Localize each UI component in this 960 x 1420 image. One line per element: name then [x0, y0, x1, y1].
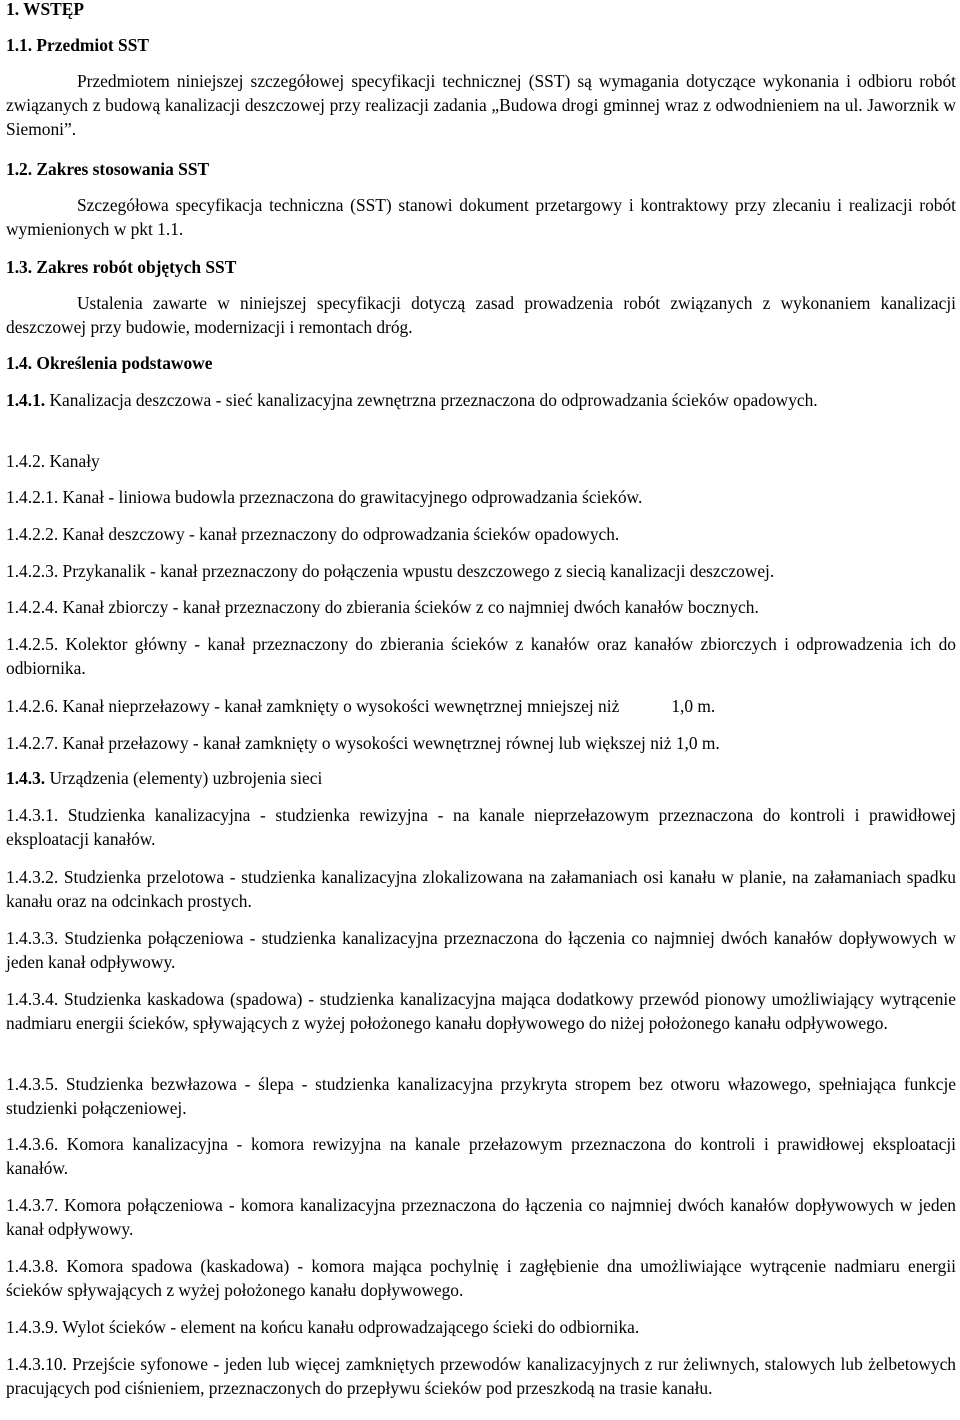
definition-number: 1.4.2.5. [6, 634, 59, 654]
heading-1-4: 1.4. Określenia podstawowe [6, 353, 213, 373]
definition-text: Przykanalik - kanał przeznaczony do połączenia wpustu deszczowego z siecią kanalizacji deszczowej. [62, 561, 775, 581]
definition-text: Studzienka przelotowa - studzienka kanalizacyjna zlokalizowana na załamaniach osi kanału w planie, na załamaniach spadku kanału oraz na odcinkach prostych. [6, 867, 956, 911]
heading-1-2: 1.2. Zakres stosowania SST [6, 159, 210, 179]
definition-1-4-2-3 [6, 559, 956, 583]
definition-number: 1.4.3.4. [6, 989, 59, 1009]
definition-1-4-3-3 [6, 926, 956, 974]
definition-text: Przejście syfonowe - jeden lub więcej zamkniętych przewodów kanalizacyjnych z rur żeliwnych, stalowych lub żelbetowych pracujących pod ciśnieniem, przeznaczonych do przepływu ścieków pod przeszkodą na trasie kanału. [6, 1354, 956, 1398]
definition-number: 1.4.2.2. [6, 524, 59, 544]
definition-number: 1.4.2.4. [6, 597, 59, 617]
definition-value: 1,0 m. [671, 696, 716, 716]
definition-1-4-3-10 [6, 1352, 956, 1400]
definition-1-4-3-4 [6, 987, 956, 1035]
definition-number: 1.4.2.6. [6, 696, 59, 716]
paragraph-1-3: Ustalenia zawarte w niniejszej specyfikacji dotyczą zasad prowadzenia robót związanych z wykonaniem kanalizacji deszczowej przy budowie, modernizacji i remontach dróg. [6, 293, 956, 337]
definition-text: Studzienka kaskadowa (spadowa) - studzienka kanalizacyjna mająca dodatkowy przewód pionowy umożliwiający wytrącenie nadmiaru energii ścieków, spływających z wyżej położonego kanału dopływowego do niżej położonego kanału odpływowego. [6, 989, 956, 1033]
definition-text: Studzienka bezwłazowa - ślepa - studzienka kanalizacyjna przykryta stropem bez otworu włazowego, spełniająca funkcje studzienki połączeniowej. [6, 1074, 956, 1118]
definition-1-4-3-7 [6, 1193, 956, 1241]
definition-text: Kanały [49, 451, 100, 471]
definition-text: Komora połączeniowa - komora kanalizacyjna przeznaczona do łączenia co najmniej dwóch kanałów dopływowych w jeden kanał odpływowy. [6, 1195, 956, 1239]
definition-1-4-3-9 [6, 1315, 956, 1339]
definition-1-4-3-8 [6, 1254, 956, 1302]
definition-text: Urządzenia (elementy) uzbrojenia sieci [49, 768, 323, 788]
definition-number: 1.4.3.10. [6, 1354, 67, 1374]
definition-1-4-2-2 [6, 522, 956, 546]
definition-number: 1.4.2.1. [6, 487, 59, 507]
definition-number: 1.4.2. [6, 451, 46, 471]
definition-text: Kanał nieprzełazowy - kanał zamknięty o wysokości wewnętrznej mniejszej niż [62, 696, 620, 716]
definition-1-4-2-5 [6, 632, 956, 680]
definition-number: 1.4.3.2. [6, 867, 59, 887]
heading-1: 1. WSTĘP [6, 0, 84, 19]
definition-number: 1.4.3.3. [6, 928, 59, 948]
definition-1-4-1 [6, 388, 956, 412]
definition-number: 1.4.3. [6, 768, 46, 788]
definition-number: 1.4.3.8. [6, 1256, 59, 1276]
definition-number: 1.4.2.7. [6, 733, 59, 753]
definition-number: 1.4.2.3. [6, 561, 59, 581]
definition-text: Wylot ścieków - element na końcu kanału odprowadzającego ścieki do odbiornika. [62, 1317, 640, 1337]
definition-number: 1.4.3.7. [6, 1195, 59, 1215]
definition-text: Kanał zbiorczy - kanał przeznaczony do zbierania ścieków z co najmniej dwóch kanałów bocznych. [62, 597, 759, 617]
definition-1-4-3-6 [6, 1132, 956, 1180]
definition-text: Komora spadowa (kaskadowa) - komora mająca pochylnię i zagłębienie dna umożliwiające wytrącenie nadmiaru energii ścieków spływających z wyżej położonego kanału dopływowego. [6, 1256, 956, 1300]
definition-text: Kanalizacja deszczowa - sieć kanalizacyjna zewnętrzna przeznaczona do odprowadzania ścieków opadowych. [49, 390, 818, 410]
heading-1-1: 1.1. Przedmiot SST [6, 35, 149, 55]
definition-number: 1.4.1. [6, 390, 46, 410]
definition-text: Kolektor główny - kanał przeznaczony do zbierania ścieków z kanałów oraz kanałów zbiorczych i odprowadzenia ich do odbiornika. [6, 634, 956, 678]
definition-1-4-2 [6, 449, 956, 473]
definition-number: 1.4.3.6. [6, 1134, 59, 1154]
definition-1-4-2-4 [6, 595, 956, 619]
paragraph-1-1: Przedmiotem niniejszej szczegółowej specyfikacji technicznej (SST) są wymagania dotyczące wykonania i odbioru robót związanych z budową kanalizacji deszczowej przy realizacji zadania „Budowa drogi gminnej wraz z odwodnieniem na ul. Jaworznik w Siemoni”. [6, 71, 956, 139]
definition-1-4-3-1 [6, 803, 956, 851]
definition-text: Studzienka kanalizacyjna - studzienka rewizyjna - na kanale nieprzełazowym przeznaczona do kontroli i prawidłowej eksploatacji kanałów. [6, 805, 956, 849]
definition-1-4-3 [6, 766, 956, 790]
definition-text: Kanał przełazowy - kanał zamknięty o wysokości wewnętrznej równej lub większej niż 1,0 m. [62, 733, 720, 753]
definition-number: 1.4.3.1. [6, 805, 59, 825]
definition-number: 1.4.3.9. [6, 1317, 59, 1337]
definition-1-4-3-5 [6, 1072, 956, 1120]
paragraph-1-2: Szczegółowa specyfikacja techniczna (SST) stanowi dokument przetargowy i kontraktowy przy zlecaniu i realizacji robót wymienionych w pkt 1.1. [6, 195, 956, 239]
definition-1-4-2-7 [6, 731, 956, 755]
definition-1-4-2-6 [6, 694, 956, 718]
definition-number: 1.4.3.5. [6, 1074, 59, 1094]
definition-text: Studzienka połączeniowa - studzienka kanalizacyjna przeznaczona do łączenia co najmniej dwóch kanałów dopływowych w jeden kanał odpływowy. [6, 928, 956, 972]
heading-1-3: 1.3. Zakres robót objętych SST [6, 257, 237, 277]
definition-text: Komora kanalizacyjna - komora rewizyjna na kanale przełazowym przeznaczona do kontroli i prawidłowej eksploatacji kanałów. [6, 1134, 956, 1178]
definition-text: Kanał - liniowa budowla przeznaczona do grawitacyjnego odprowadzania ścieków. [62, 487, 643, 507]
definition-1-4-2-1 [6, 485, 956, 509]
definition-1-4-3-2 [6, 865, 956, 913]
definition-text: Kanał deszczowy - kanał przeznaczony do odprowadzania ścieków opadowych. [62, 524, 620, 544]
